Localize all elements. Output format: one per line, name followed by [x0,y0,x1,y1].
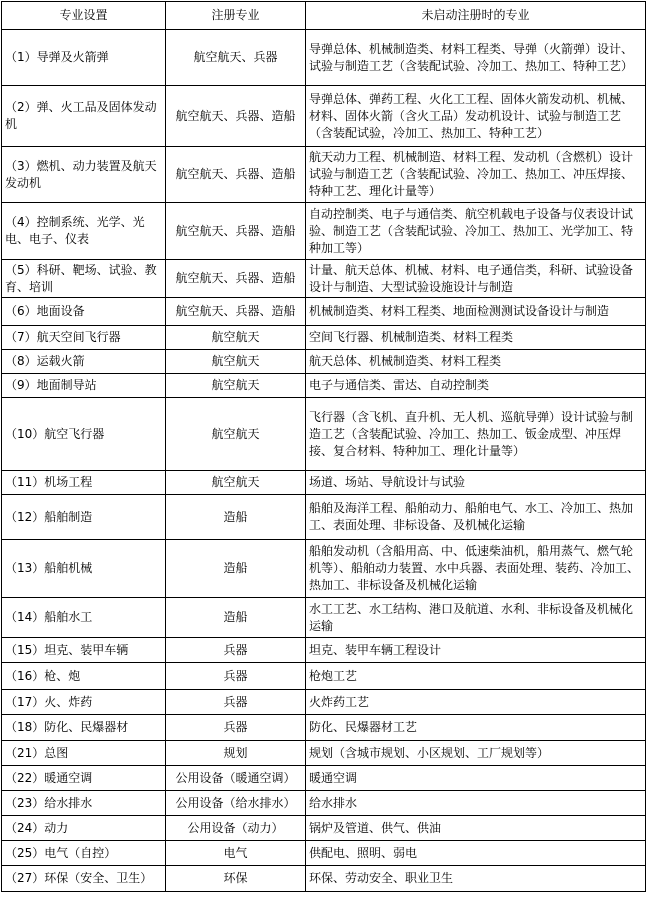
cell-registered-specialty: 航空航天、兵器、造船 [166,86,306,147]
cell-pre-registration-specialty: 防化、民爆器材工艺 [306,715,646,741]
cell-specialty-setting: （5）科研、靶场、试验、教育、培训 [2,260,166,298]
table-row [2,260,646,298]
specialty-table [1,1,646,892]
cell-registered-specialty: 航空航天 [166,374,306,398]
cell-specialty-setting: （1）导弹及火箭弹 [2,30,166,86]
cell-specialty-setting: （22）暖通空调 [2,766,166,791]
cell-pre-registration-specialty: 船舶及海洋工程、船舶动力、船舶电气、水工、冷加工、热加工、表面处理、非标设备、及机械化运输 [306,495,646,540]
cell-pre-registration-specialty: 环保、劳动安全、职业卫生 [306,866,646,892]
table-row [2,715,646,741]
table-row [2,766,646,791]
table-row [2,598,646,638]
cell-specialty-setting: （23）给水排水 [2,791,166,816]
cell-pre-registration-specialty: 飞行器（含飞机、直升机、无人机、巡航导弹）设计试验与制造工艺（含装配试验、冷加工、热加工、钣金成型、冲压焊接、复合材料、特种加工、理化计量等） [306,398,646,471]
cell-pre-registration-specialty: 枪炮工艺 [306,663,646,690]
cell-pre-registration-specialty: 船舶发动机（含船用高、中、低速柴油机，船用蒸气、燃气轮机等）、船舶动力装置、水中兵器、表面处理、装药、冷加工、热加工、非标设备及机械化运输 [306,540,646,598]
cell-pre-registration-specialty: 场道、场站、导航设计与试验 [306,471,646,495]
cell-registered-specialty: 兵器 [166,690,306,715]
cell-pre-registration-specialty: 供配电、照明、弱电 [306,841,646,866]
cell-registered-specialty: 航空航天、兵器、造船 [166,298,306,326]
cell-specialty-setting: （4）控制系统、光学、光电、电子、仪表 [2,203,166,260]
table-row [2,298,646,326]
cell-registered-specialty: 兵器 [166,663,306,690]
table-row [2,147,646,203]
table-row [2,326,646,350]
cell-registered-specialty: 环保 [166,866,306,892]
cell-registered-specialty: 兵器 [166,638,306,663]
table-row [2,690,646,715]
cell-pre-registration-specialty: 坦克、装甲车辆工程设计 [306,638,646,663]
table-row [2,663,646,690]
cell-pre-registration-specialty: 锅炉及管道、供气、供油 [306,816,646,841]
cell-specialty-setting: （15）坦克、装甲车辆 [2,638,166,663]
cell-specialty-setting: （13）船舶机械 [2,540,166,598]
cell-specialty-setting: （24）动力 [2,816,166,841]
cell-pre-registration-specialty: 空间飞行器、机械制造类、材料工程类 [306,326,646,350]
cell-pre-registration-specialty: 暖通空调 [306,766,646,791]
cell-registered-specialty: 造船 [166,598,306,638]
cell-registered-specialty: 航空航天、兵器、造船 [166,203,306,260]
cell-registered-specialty: 公用设备（动力） [166,816,306,841]
cell-specialty-setting: （18）防化、民爆器材 [2,715,166,741]
cell-pre-registration-specialty: 航天总体、机械制造类、材料工程类 [306,350,646,374]
header-specialty-setting: 专业设置 [2,2,166,30]
cell-specialty-setting: （7）航天空间飞行器 [2,326,166,350]
cell-specialty-setting: （25）电气（自控） [2,841,166,866]
cell-registered-specialty: 航空航天、兵器、造船 [166,147,306,203]
cell-registered-specialty: 航空航天 [166,398,306,471]
cell-pre-registration-specialty: 规划（含城市规划、小区规划、工厂规划等） [306,741,646,766]
cell-pre-registration-specialty: 火炸药工艺 [306,690,646,715]
header-row [2,2,646,30]
table-row [2,398,646,471]
header-pre-registration-specialty: 未启动注册时的专业 [306,2,646,30]
cell-pre-registration-specialty: 航天动力工程、机械制造、材料工程、发动机（含燃机）设计试验与制造工艺（含装配试验、冷加工、热加工、冲压焊接、特种工艺、理化计量等） [306,147,646,203]
table-row [2,841,646,866]
cell-pre-registration-specialty: 机械制造类、材料工程类、地面检测测试设备设计与制造 [306,298,646,326]
table-row [2,866,646,892]
table-row [2,638,646,663]
cell-specialty-setting: （21）总图 [2,741,166,766]
table-row [2,350,646,374]
cell-registered-specialty: 造船 [166,495,306,540]
cell-pre-registration-specialty: 导弹总体、机械制造类、材料工程类、导弹（火箭弹）设计、试验与制造工艺（含装配试验、冷加工、热加工、特种工艺） [306,30,646,86]
table-row [2,540,646,598]
cell-registered-specialty: 公用设备（给水排水） [166,791,306,816]
table-row [2,471,646,495]
cell-specialty-setting: （10）航空飞行器 [2,398,166,471]
cell-pre-registration-specialty: 给水排水 [306,791,646,816]
cell-specialty-setting: （17）火、炸药 [2,690,166,715]
cell-pre-registration-specialty: 计量、航天总体、机械、材料、电子通信类，科研、试验设备设计与制造、大型试验设施设计与制造 [306,260,646,298]
cell-registered-specialty: 造船 [166,540,306,598]
table-row [2,741,646,766]
cell-specialty-setting: （14）船舶水工 [2,598,166,638]
cell-registered-specialty: 航空航天 [166,326,306,350]
cell-specialty-setting: （3）燃机、动力装置及航天发动机 [2,147,166,203]
table-row [2,30,646,86]
cell-registered-specialty: 航空航天、兵器、造船 [166,260,306,298]
cell-registered-specialty: 航空航天 [166,471,306,495]
cell-pre-registration-specialty: 水工工艺、水工结构、港口及航道、水利、非标设备及机械化运输 [306,598,646,638]
table-row [2,791,646,816]
cell-pre-registration-specialty: 自动控制类、电子与通信类、航空机载电子设备与仪表设计试验、制造工艺（含装配试验、冷加工、热加工、光学加工、特种加工等） [306,203,646,260]
cell-registered-specialty: 航空航天、兵器 [166,30,306,86]
table-row [2,203,646,260]
table-row [2,374,646,398]
cell-specialty-setting: （12）船舶制造 [2,495,166,540]
cell-specialty-setting: （8）运载火箭 [2,350,166,374]
cell-registered-specialty: 规划 [166,741,306,766]
cell-specialty-setting: （6）地面设备 [2,298,166,326]
cell-specialty-setting: （11）机场工程 [2,471,166,495]
cell-registered-specialty: 电气 [166,841,306,866]
cell-specialty-setting: （16）枪、炮 [2,663,166,690]
cell-registered-specialty: 公用设备（暖通空调） [166,766,306,791]
cell-pre-registration-specialty: 电子与通信类、雷达、自动控制类 [306,374,646,398]
table-row [2,86,646,147]
table-row [2,495,646,540]
cell-specialty-setting: （27）环保（安全、卫生） [2,866,166,892]
header-registered-specialty: 注册专业 [166,2,306,30]
cell-specialty-setting: （9）地面制导站 [2,374,166,398]
table-row [2,816,646,841]
cell-specialty-setting: （2）弹、火工品及固体发动机 [2,86,166,147]
cell-pre-registration-specialty: 导弹总体、弹药工程、火化工工程、固体火箭发动机、机械、材料、固体火箭（含火工品）发动机设计、试验与制造工艺（含装配试验，冷加工、热加工、特种工艺） [306,86,646,147]
cell-registered-specialty: 航空航天 [166,350,306,374]
cell-registered-specialty: 兵器 [166,715,306,741]
